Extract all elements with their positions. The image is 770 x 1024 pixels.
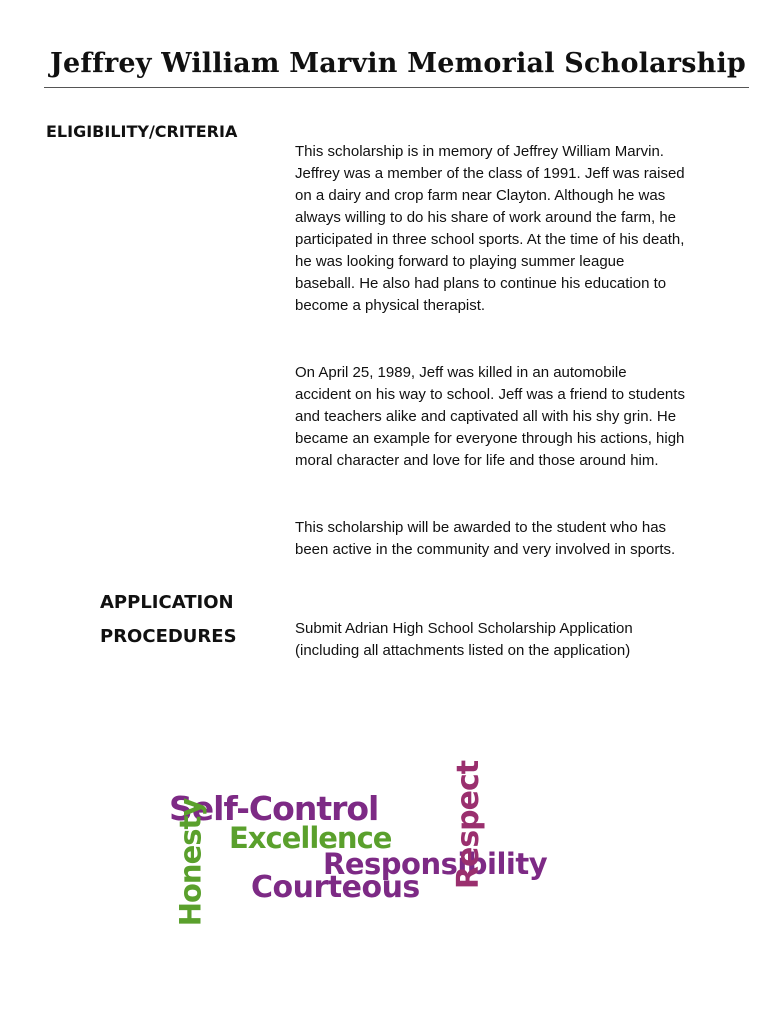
eligibility-criteria-label: ELIGIBILITY/CRITERIA bbox=[46, 122, 238, 141]
title-underline bbox=[44, 87, 749, 88]
word-excellence: Excellence bbox=[229, 821, 392, 855]
application-label-line-2: PROCEDURES bbox=[100, 626, 237, 647]
word-responsibility: Responsibility bbox=[323, 847, 548, 881]
application-procedures-text: Submit Adrian High School Scholarship Application (including all attachments listed on the application) bbox=[295, 620, 633, 659]
eligibility-paragraph-1: This scholarship is in memory of Jeffrey William Marvin. Jeffrey was a member of the class of 1991. Jeff was raised on a dairy and crop farm near Clayton. Although he was always willing to do his share of work around the farm, he participated in three school sports. At the time of his death, he was looking forward to playing summer league baseball. He also had plans to continue his education to become a physical therapist. bbox=[295, 143, 685, 314]
eligibility-paragraph-2: On April 25, 1989, Jeff was killed in an automobile accident on his way to school. Jeff was a friend to students and teachers alike and captivated all with his shy grin. He became an example for everyone through his actions, high moral character and love for life and those around him. bbox=[295, 364, 685, 469]
values-word-cloud-image bbox=[165, 760, 595, 927]
word-courteous: Courteous bbox=[251, 870, 420, 905]
page-title: Jeffrey William Marvin Memorial Scholarship bbox=[50, 48, 746, 79]
eligibility-paragraph-3: This scholarship will be awarded to the student who has been active in the community and very involved in sports. bbox=[295, 519, 676, 558]
application-label-line-1: APPLICATION bbox=[100, 592, 234, 613]
application-procedures-label bbox=[100, 586, 270, 654]
word-honesty: Honesty bbox=[173, 798, 208, 927]
word-self-control: Self-Control bbox=[169, 789, 379, 828]
word-respect: Respect bbox=[451, 760, 487, 890]
